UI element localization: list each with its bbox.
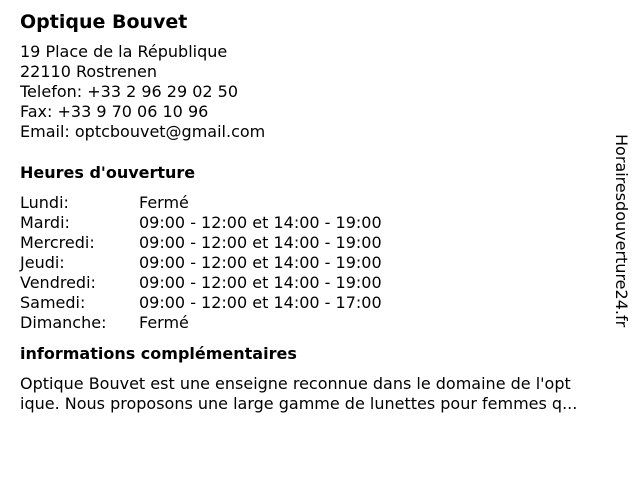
- hours-row-thursday: [20, 253, 382, 273]
- day-label: Lundi:: [20, 193, 69, 212]
- day-label: Samedi:: [20, 293, 86, 312]
- hours-row-wednesday: [20, 233, 382, 253]
- description-line-2: ique. Nous proposons une large gamme de lunettes pour femmes q...: [20, 394, 578, 413]
- email-line: Email: optcbouvet@gmail.com: [20, 122, 266, 141]
- day-label: Dimanche:: [20, 313, 107, 332]
- site-credit-vertical: [611, 134, 635, 344]
- site-credit-text: Horairesdouverture24.fr: [612, 134, 631, 328]
- day-hours: Fermé: [139, 193, 189, 212]
- day-hours: 09:00 - 12:00 et 14:00 - 19:00: [139, 273, 382, 292]
- hours-table: [20, 193, 382, 333]
- contact-block: [20, 42, 620, 142]
- day-hours: Fermé: [139, 313, 189, 332]
- address-line-1: 19 Place de la République: [20, 42, 228, 61]
- description: [20, 374, 620, 414]
- description-line-1: Optique Bouvet est une enseigne reconnue dans le domaine de l'opt: [20, 374, 571, 393]
- day-hours: 09:00 - 12:00 et 14:00 - 17:00: [139, 293, 382, 312]
- day-label: Mercredi:: [20, 233, 95, 252]
- fax-line: Fax: +33 9 70 06 10 96: [20, 102, 209, 121]
- hours-row-sunday: [20, 313, 382, 333]
- phone-line: Telefon: +33 2 96 29 02 50: [20, 82, 239, 101]
- info-heading: informations complémentaires: [20, 344, 297, 363]
- hours-row-saturday: [20, 293, 382, 313]
- day-hours: 09:00 - 12:00 et 14:00 - 19:00: [139, 233, 382, 252]
- hours-heading: Heures d'ouverture: [20, 163, 196, 182]
- business-name: Optique Bouvet: [20, 11, 188, 33]
- day-hours: 09:00 - 12:00 et 14:00 - 19:00: [139, 213, 382, 232]
- day-label: Jeudi:: [20, 253, 65, 272]
- hours-row-tuesday: [20, 213, 382, 233]
- hours-row-friday: [20, 273, 382, 293]
- main-content: [20, 10, 620, 414]
- address-line-2: 22110 Rostrenen: [20, 62, 157, 81]
- hours-row-monday: [20, 193, 382, 213]
- day-hours: 09:00 - 12:00 et 14:00 - 19:00: [139, 253, 382, 272]
- day-label: Vendredi:: [20, 273, 96, 292]
- day-label: Mardi:: [20, 213, 70, 232]
